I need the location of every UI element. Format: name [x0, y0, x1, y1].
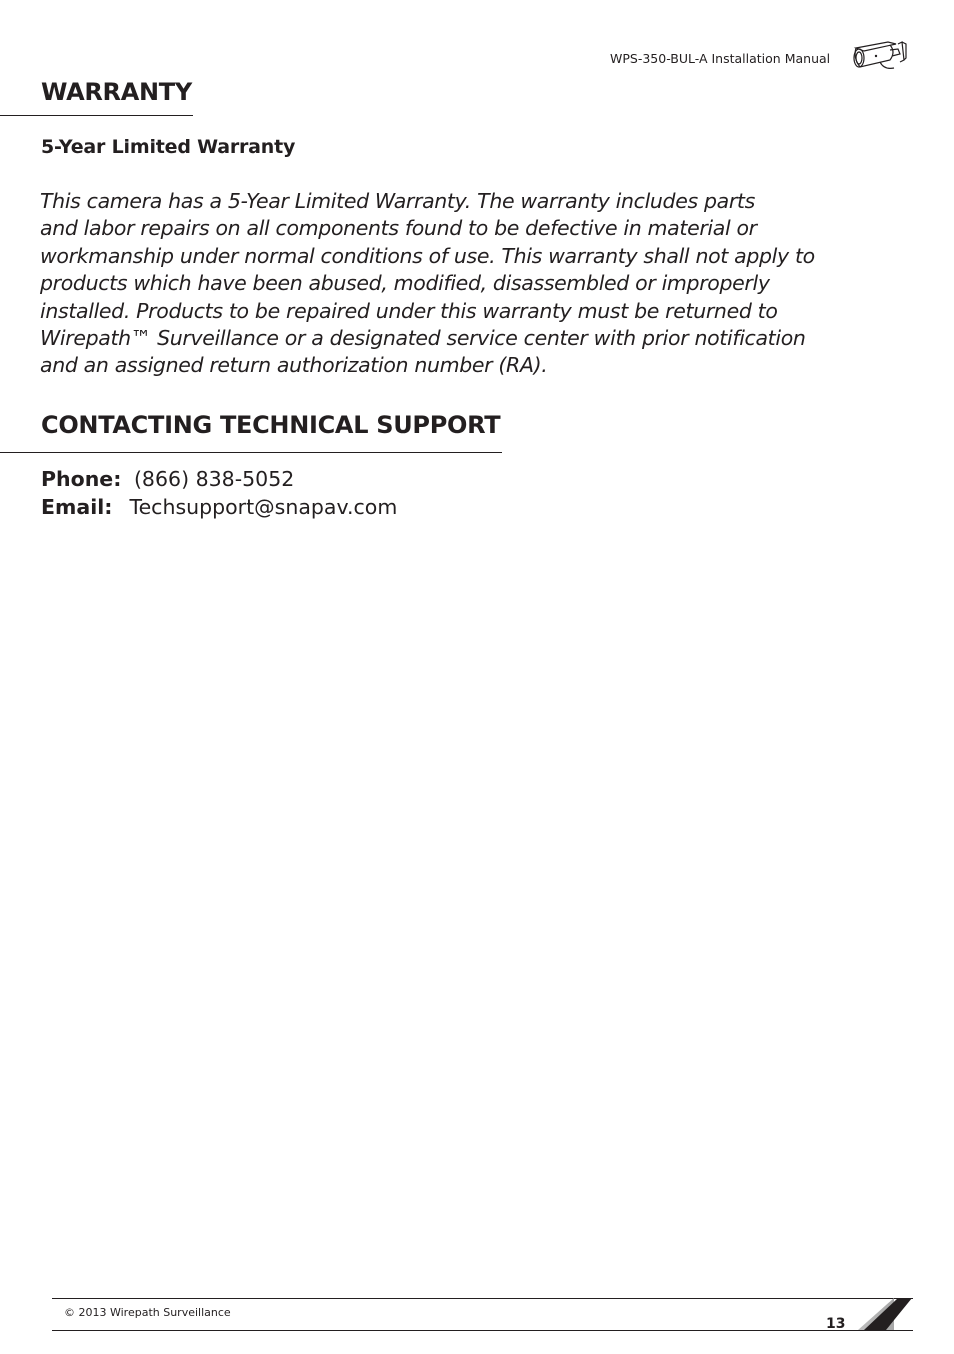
warranty-text-line: workmanship under normal conditions of use. This warranty shall not apply to — [40, 243, 815, 268]
phone-row — [41, 467, 294, 491]
warranty-heading: WARRANTY — [41, 78, 192, 106]
warranty-subheading: 5-Year Limited Warranty — [41, 136, 296, 158]
warranty-text-line: and labor repairs on all components found to be defective in material or — [40, 216, 757, 241]
phone-value: (866) 838-5052 — [133, 467, 295, 491]
footer-rule-bottom — [52, 1330, 913, 1331]
copyright-notice: © 2013 Wirepath Surveillance — [64, 1306, 231, 1319]
warranty-text-line: This camera has a 5-Year Limited Warranty. The warranty includes parts — [40, 189, 755, 213]
phone-label: Phone: — [41, 467, 122, 491]
email-row — [41, 495, 397, 519]
support-heading-rule — [0, 452, 502, 453]
manual-title: WPS-350-BUL-A Installation Manual — [610, 51, 831, 66]
warranty-heading-rule — [0, 115, 193, 116]
bullet-camera-icon — [850, 40, 908, 78]
warranty-text-line: installed. Products to be repaired under this warranty must be returned to — [40, 298, 778, 323]
email-value: Techsupport@snapav.com — [129, 495, 398, 519]
warranty-text — [40, 188, 900, 380]
warranty-text-line: Wirepath™ Surveillance or a designated service center with prior notification — [40, 326, 806, 351]
warranty-text-line: and an assigned return authorization number (RA). — [40, 353, 548, 378]
support-heading: CONTACTING TECHNICAL SUPPORT — [41, 411, 501, 439]
email-label: Email: — [41, 495, 113, 519]
warranty-text-line: products which have been abused, modified, disassembled or improperly — [40, 271, 770, 296]
page-number: 13 — [826, 1316, 846, 1332]
